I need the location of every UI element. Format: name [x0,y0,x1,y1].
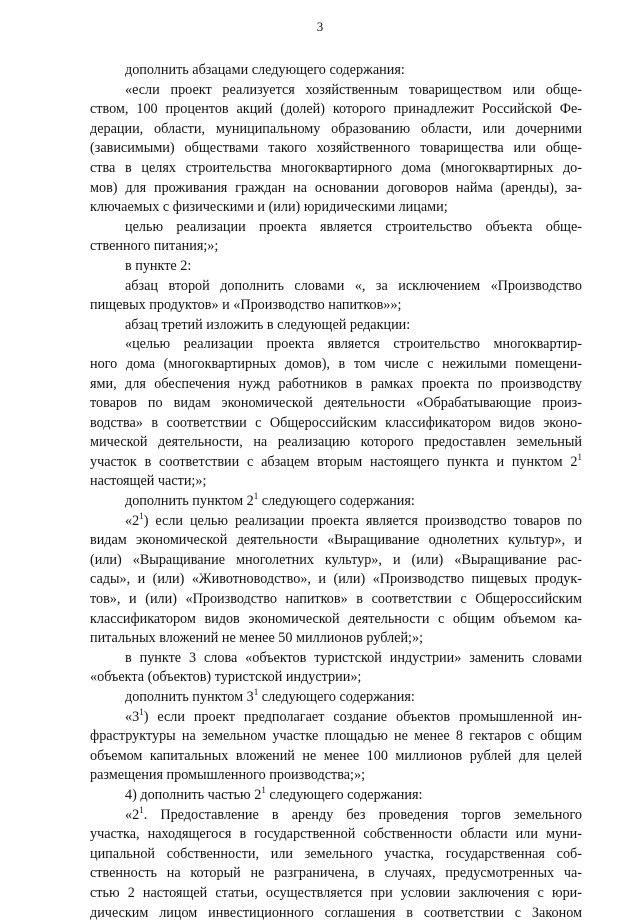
document-body [90,61,582,923]
line-text: размещения промышленного производства;»; [90,767,366,784]
superscript: 1 [577,452,582,462]
line-text: объемом капитальных вложений не менее 100 миллионов рублей для целей [90,747,582,764]
line-text: дическим лицом инвестиционного соглашения в соответствии с Законом [90,904,582,921]
text-line [90,355,582,375]
text-line [90,237,582,257]
text-line [90,688,582,708]
line-text: ключаемых с физическими и (или) юридическими лицами; [90,199,448,216]
line-text-continuation: ) если проект предполагает создание объектов промышленной ин- [143,708,582,725]
text-line [90,453,582,473]
text-line [90,806,582,826]
line-text: пищевых продуктов» и «Производство напитков»»; [90,297,402,314]
superscript: 1 [139,511,144,521]
text-line [90,708,582,728]
superscript: 1 [253,688,259,697]
line-text: видам экономической деятельности «Выращивание однолетних культур», и [90,532,582,549]
superscript: 1 [139,707,144,717]
line-text: ством, 100 процентов акций (долей) которого принадлежит Российской Фе- [90,101,582,118]
line-text-continuation: ) если целью реализации проекта является производство товаров по [143,512,582,529]
superscript: 1 [261,785,266,795]
line-text: (зависимыми) обществами такого хозяйственного товарищества или обще- [90,140,582,157]
text-line [90,610,582,630]
line-text: 4) дополнить частью 2 [125,786,262,803]
text-line [90,629,582,649]
line-text: дополнить абзацами следующего содержания: [125,62,405,78]
line-text: дерации, области, муниципальному образованию области, или дочерними [90,120,582,137]
text-line [90,296,582,316]
line-text: стью 2 настоящей статьи, осуществляется при условии заключения с юри- [90,884,582,901]
line-text: абзац второй дополнить словами «, за исключением «Производство [125,277,582,294]
text-line [90,590,582,610]
line-text: настоящей части;»; [90,473,207,490]
text-line [90,120,582,140]
line-text: ями, для обеспечения нужд работников в рамках проекта по производству [90,375,582,392]
text-line [90,198,582,218]
text-line [90,492,582,512]
line-text: ципальной собственности, или земельного участка, государственная соб- [90,845,582,862]
line-text: абзац третий изложить в следующей редакции: [125,316,411,333]
line-text: мов) для проживания граждан на основании договоров найма (аренды), за- [90,179,582,196]
text-line [90,159,582,179]
line-text: питальных вложений не менее 50 миллионов рублей;»; [90,630,424,647]
text-line [90,884,582,904]
line-text: дополнить пунктом 3 [125,689,254,705]
line-text: ственность на который не разграничена, в случаях, предусмотренных ча- [90,865,582,882]
text-line [90,531,582,551]
text-line [90,61,582,81]
superscript: 1 [139,805,144,815]
line-text: в пункте 2: [125,257,192,274]
text-line [90,747,582,767]
text-line [90,277,582,297]
text-line [90,766,582,786]
text-line [90,649,582,669]
line-text: «2 [125,512,140,529]
line-text: сады», и (или) «Животноводство», и (или) «Производство пищевых продук- [90,571,582,588]
text-line [90,179,582,199]
line-text: мической деятельности, на реализацию которого предоставлен земельный [90,434,582,451]
line-text-continuation: следующего содержания: [258,689,415,705]
text-line [90,257,582,277]
line-text: товаров по видам экономической деятельности «Обрабатывающие произ- [90,395,582,412]
line-text: в пункте 3 слова «объектов туристской индустрии» заменить словами [125,649,582,666]
text-line [90,335,582,355]
line-text-continuation: . Предоставление в аренду без проведения торгов земельного [143,806,582,823]
text-line [90,433,582,453]
line-text: фраструктуры на земельном участке площадью не менее 8 гектаров с общим [90,728,582,745]
line-text: «3 [125,708,140,725]
text-line [90,570,582,590]
text-line [90,786,582,806]
superscript: 1 [253,492,259,502]
line-text: «2 [125,806,140,823]
page-number: 3 [316,19,324,34]
text-line [90,825,582,845]
text-line [90,864,582,884]
line-text-continuation: следующего содержания: [258,493,415,510]
text-line [90,414,582,434]
text-line [90,668,582,688]
line-text: участок в соответствии с абзацем вторым настоящего пункта и пунктом 2 [90,453,578,470]
text-line [90,316,582,336]
text-line [90,218,582,238]
text-line [90,139,582,159]
text-line [90,845,582,865]
line-text: классификатором видов экономической деятельности с общим объемом ка- [90,610,582,627]
line-text: «целью реализации проекта является строительство многоквартир- [125,336,582,353]
line-text: ства в целях строительства многоквартирного дома (многоквартирных до- [90,159,582,176]
line-text: ного дома (многоквартирных домов), в том числе с нежилыми помещени- [90,355,582,372]
text-line [90,472,582,492]
line-text: «объекта (объектов) туристской индустрии»; [90,669,362,686]
line-text: «если проект реализуется хозяйственным товариществом или обще- [125,81,582,98]
text-line [90,727,582,747]
text-line [90,512,582,532]
text-line [90,81,582,101]
line-text: ственного питания;»; [90,238,219,255]
line-text-continuation: следующего содержания: [265,786,423,803]
line-text: водства» в соответствии с Общероссийским классификатором видов эконо- [90,414,582,431]
line-text: целью реализации проекта является строительство объекта обще- [125,218,582,235]
text-line [90,904,582,923]
text-line [90,375,582,395]
text-line [90,394,582,414]
line-text: тов», и (или) «Производство напитков» в соответствии с Общероссийским [90,591,582,608]
line-text: дополнить пунктом 2 [125,493,254,510]
line-text: участка, находящегося в государственной собственности области или муни- [90,826,582,843]
text-line [90,551,582,571]
line-text: (или) «Выращивание многолетних культур», и (или) «Выращивание рас- [90,551,582,568]
text-line [90,100,582,120]
